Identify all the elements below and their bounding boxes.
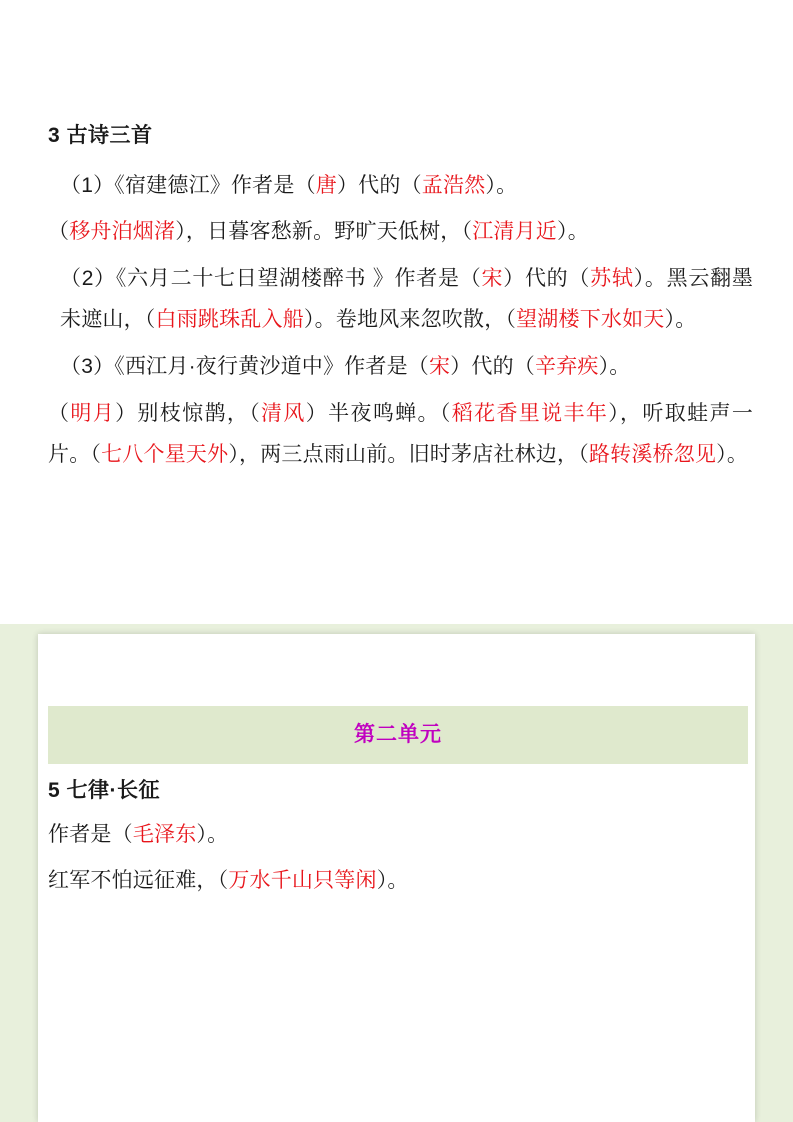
body-text: ）。 xyxy=(664,308,697,332)
body-text: 作者是（ xyxy=(48,823,133,846)
section-gushi-sanshou xyxy=(48,120,753,482)
body-text: ）代的（ xyxy=(336,173,422,197)
answer-text: 望湖楼下水如天 xyxy=(516,308,665,332)
answer-text: 万水千山只等闲 xyxy=(228,869,377,892)
body-text: ）。黑云翻墨未遮山，（ xyxy=(60,267,754,332)
answer-text: 移舟泊烟渚 xyxy=(69,220,176,244)
body-text: ）代的（ xyxy=(503,267,591,291)
body-text: ）。 xyxy=(716,443,749,467)
page-title: 3 古诗三首 xyxy=(48,124,153,147)
answer-text: 孟浩然 xyxy=(421,173,486,197)
answer-text: 路转溪桥忽见 xyxy=(588,443,717,467)
body-text: （ xyxy=(48,220,70,244)
paragraph-author xyxy=(48,814,748,856)
answer-text: 唐 xyxy=(315,173,337,197)
paragraph-q1-poem xyxy=(48,212,753,253)
answer-text: 宋 xyxy=(481,267,504,291)
paragraph-q3 xyxy=(48,347,753,388)
answer-text: 江清月近 xyxy=(472,220,558,244)
body-text: ）。 xyxy=(598,355,631,379)
green-panel-backdrop xyxy=(0,624,793,1122)
answer-text: 稻花香里说丰年 xyxy=(451,402,609,426)
body-text: ），日暮客愁新。野旷天低树，（ xyxy=(175,220,473,244)
body-text: ）。 xyxy=(485,173,518,197)
green-panel-content xyxy=(48,634,748,906)
body-text: 红军不怕远征难，（ xyxy=(48,869,229,892)
answer-text: 宋 xyxy=(428,355,451,379)
answer-text: 苏轼 xyxy=(590,267,634,291)
body-text: ）代的（ xyxy=(450,355,535,379)
answer-text: 清风 xyxy=(261,402,306,426)
paragraph-q1 xyxy=(48,166,753,207)
body-text: ）。 xyxy=(196,823,229,846)
body-text: （3）《西江月·夜行黄沙道中》作者是（ xyxy=(60,355,429,379)
answer-text: 辛弃疾 xyxy=(535,355,599,379)
answer-text: 明月 xyxy=(70,402,116,426)
body-text: ）。卷地风来忽吹散，（ xyxy=(303,308,517,332)
body-text: （2）《六月二十七日望湖楼醉书 》作者是（ xyxy=(60,267,482,291)
body-text: ）别枝惊鹊，（ xyxy=(115,402,262,426)
paragraph-q2 xyxy=(48,259,753,341)
answer-text: 毛泽东 xyxy=(132,823,197,846)
body-text: ）半夜鸣蝉。（ xyxy=(305,402,452,426)
body-text: ），听取蛙声一片。（ xyxy=(48,402,754,467)
answer-text: 七八个星天外 xyxy=(101,443,229,467)
body-text: （1）《宿建德江》作者是（ xyxy=(60,173,316,197)
green-panel-card xyxy=(38,634,755,1122)
unit-banner: 第二单元 xyxy=(48,706,748,764)
body-text: ）。 xyxy=(376,869,409,892)
body-text: （ xyxy=(48,402,71,426)
answer-text: 白雨跳珠乱入船 xyxy=(155,308,304,332)
body-text: ），两三点雨山前。旧时茅店社林边，（ xyxy=(228,443,589,467)
body-text: ）。 xyxy=(557,220,589,244)
paragraph-verse xyxy=(48,860,748,902)
section-heading-changzheng: 5 七律·长征 xyxy=(48,779,161,802)
paragraph-q3-poem xyxy=(48,394,753,476)
